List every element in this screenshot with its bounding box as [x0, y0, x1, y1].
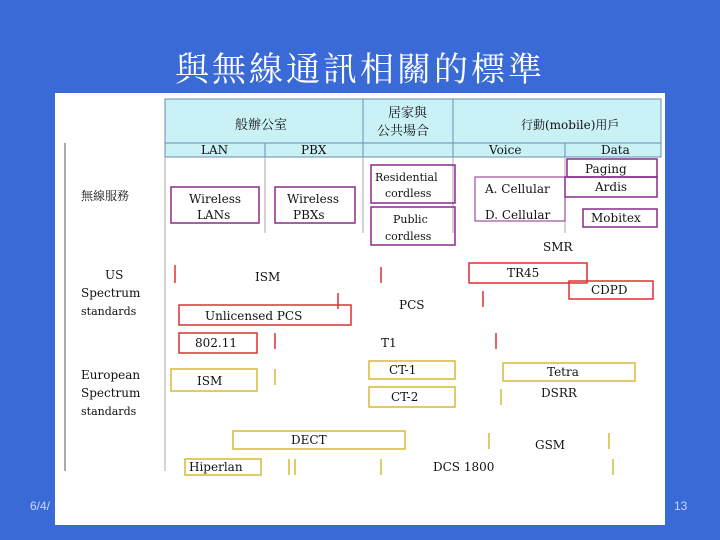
label-dect: DECT	[291, 433, 327, 447]
label-paging: Paging	[585, 162, 627, 176]
label-gsm: GSM	[535, 438, 566, 452]
label-wireless-pbxs-1: Wireless	[287, 192, 340, 206]
subheader-voice: Voice	[489, 143, 522, 157]
label-public-1: Public	[393, 213, 428, 226]
label-dsrr: DSRR	[541, 386, 577, 400]
label-wireless-lans-2: LANs	[197, 208, 231, 222]
row-eu-2: Spectrum	[81, 386, 141, 400]
label-mobitex: Mobitex	[591, 211, 641, 225]
row-us-3: standards	[81, 305, 137, 318]
row-wireless-services: 無線服務	[81, 189, 130, 203]
label-public-2: cordless	[385, 230, 432, 243]
subheader-lan: LAN	[201, 143, 229, 157]
label-t1: T1	[381, 336, 397, 350]
label-smr: SMR	[543, 240, 573, 254]
slide-title: 與無線通訊相關的標準	[175, 50, 545, 90]
row-eu-1: European	[81, 368, 141, 382]
footer-date: 6/4/	[30, 499, 51, 513]
label-ct2: CT-2	[391, 390, 419, 404]
label-wireless-lans-1: Wireless	[189, 192, 242, 206]
subheader-pbx: PBX	[301, 143, 327, 157]
label-a-cellular: A. Cellular	[485, 182, 550, 196]
subheader-band	[165, 143, 661, 157]
row-us-2: Spectrum	[81, 286, 141, 300]
header-mobile: 行動(mobile)用戶	[521, 118, 620, 132]
label-residential-1: Residential	[375, 171, 438, 184]
label-ct1: CT-1	[389, 363, 417, 377]
label-cdpd: CDPD	[591, 283, 628, 297]
label-ardis: Ardis	[595, 180, 628, 194]
subheader-data: Data	[601, 143, 630, 157]
label-residential-2: cordless	[385, 187, 432, 200]
header-home-2: 公共場合	[377, 124, 430, 139]
row-us-1: US	[105, 268, 124, 282]
label-dcs1800: DCS 1800	[433, 460, 495, 474]
label-ism-us: ISM	[255, 270, 281, 284]
header-home-1: 居家與	[388, 106, 428, 121]
header-local: 般辦公室	[235, 118, 288, 133]
label-wireless-pbxs-2: PBXs	[293, 208, 325, 222]
label-unlicensed-pcs: Unlicensed PCS	[205, 309, 303, 323]
label-80211: 802.11	[195, 336, 237, 350]
label-tetra: Tetra	[547, 365, 579, 379]
label-tr45: TR45	[507, 266, 540, 280]
footer-page-number: 13	[674, 499, 688, 513]
label-hiperlan: Hiperlan	[189, 460, 243, 474]
standards-diagram	[55, 93, 665, 525]
label-ism-eu: ISM	[197, 374, 223, 388]
label-pcs: PCS	[399, 298, 425, 312]
row-eu-3: standards	[81, 405, 137, 418]
label-d-cellular: D. Cellular	[485, 208, 551, 222]
